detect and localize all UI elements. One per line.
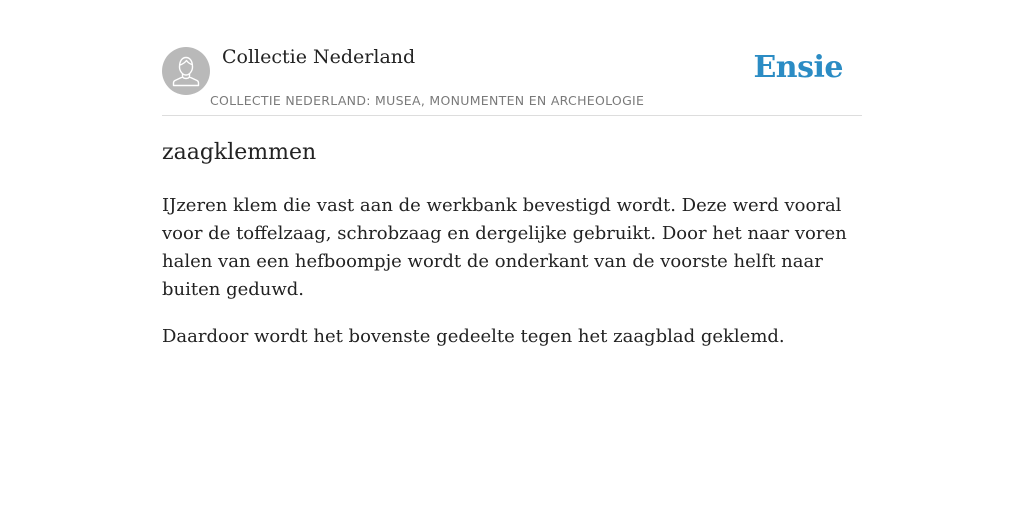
article-body bbox=[162, 192, 864, 370]
article-paragraph: Daardoor wordt het bovenste gedeelte tegen het zaagblad geklemd. bbox=[162, 326, 785, 347]
page-title: zaagklemmen bbox=[162, 140, 317, 165]
article-page bbox=[162, 0, 862, 347]
article-paragraph: IJzeren klem die vast aan de werkbank bevestigd wordt. Deze werd vooral voor de toffelzaag, schrobzaag en dergelijke gebruikt. Door het naar voren halen van een hefboompje wordt de onderkant van de voorste helft naar buiten geduwd. bbox=[162, 195, 847, 300]
user-icon bbox=[162, 47, 210, 95]
avatar[interactable] bbox=[162, 47, 210, 95]
brand-logo[interactable]: Ensie bbox=[753, 50, 843, 85]
source-label[interactable]: COLLECTIE NEDERLAND: MUSEA, MONUMENTEN EN ARCHEOLOGIE bbox=[210, 93, 645, 108]
author-name[interactable]: Collectie Nederland bbox=[222, 46, 416, 68]
article-header bbox=[162, 0, 862, 116]
